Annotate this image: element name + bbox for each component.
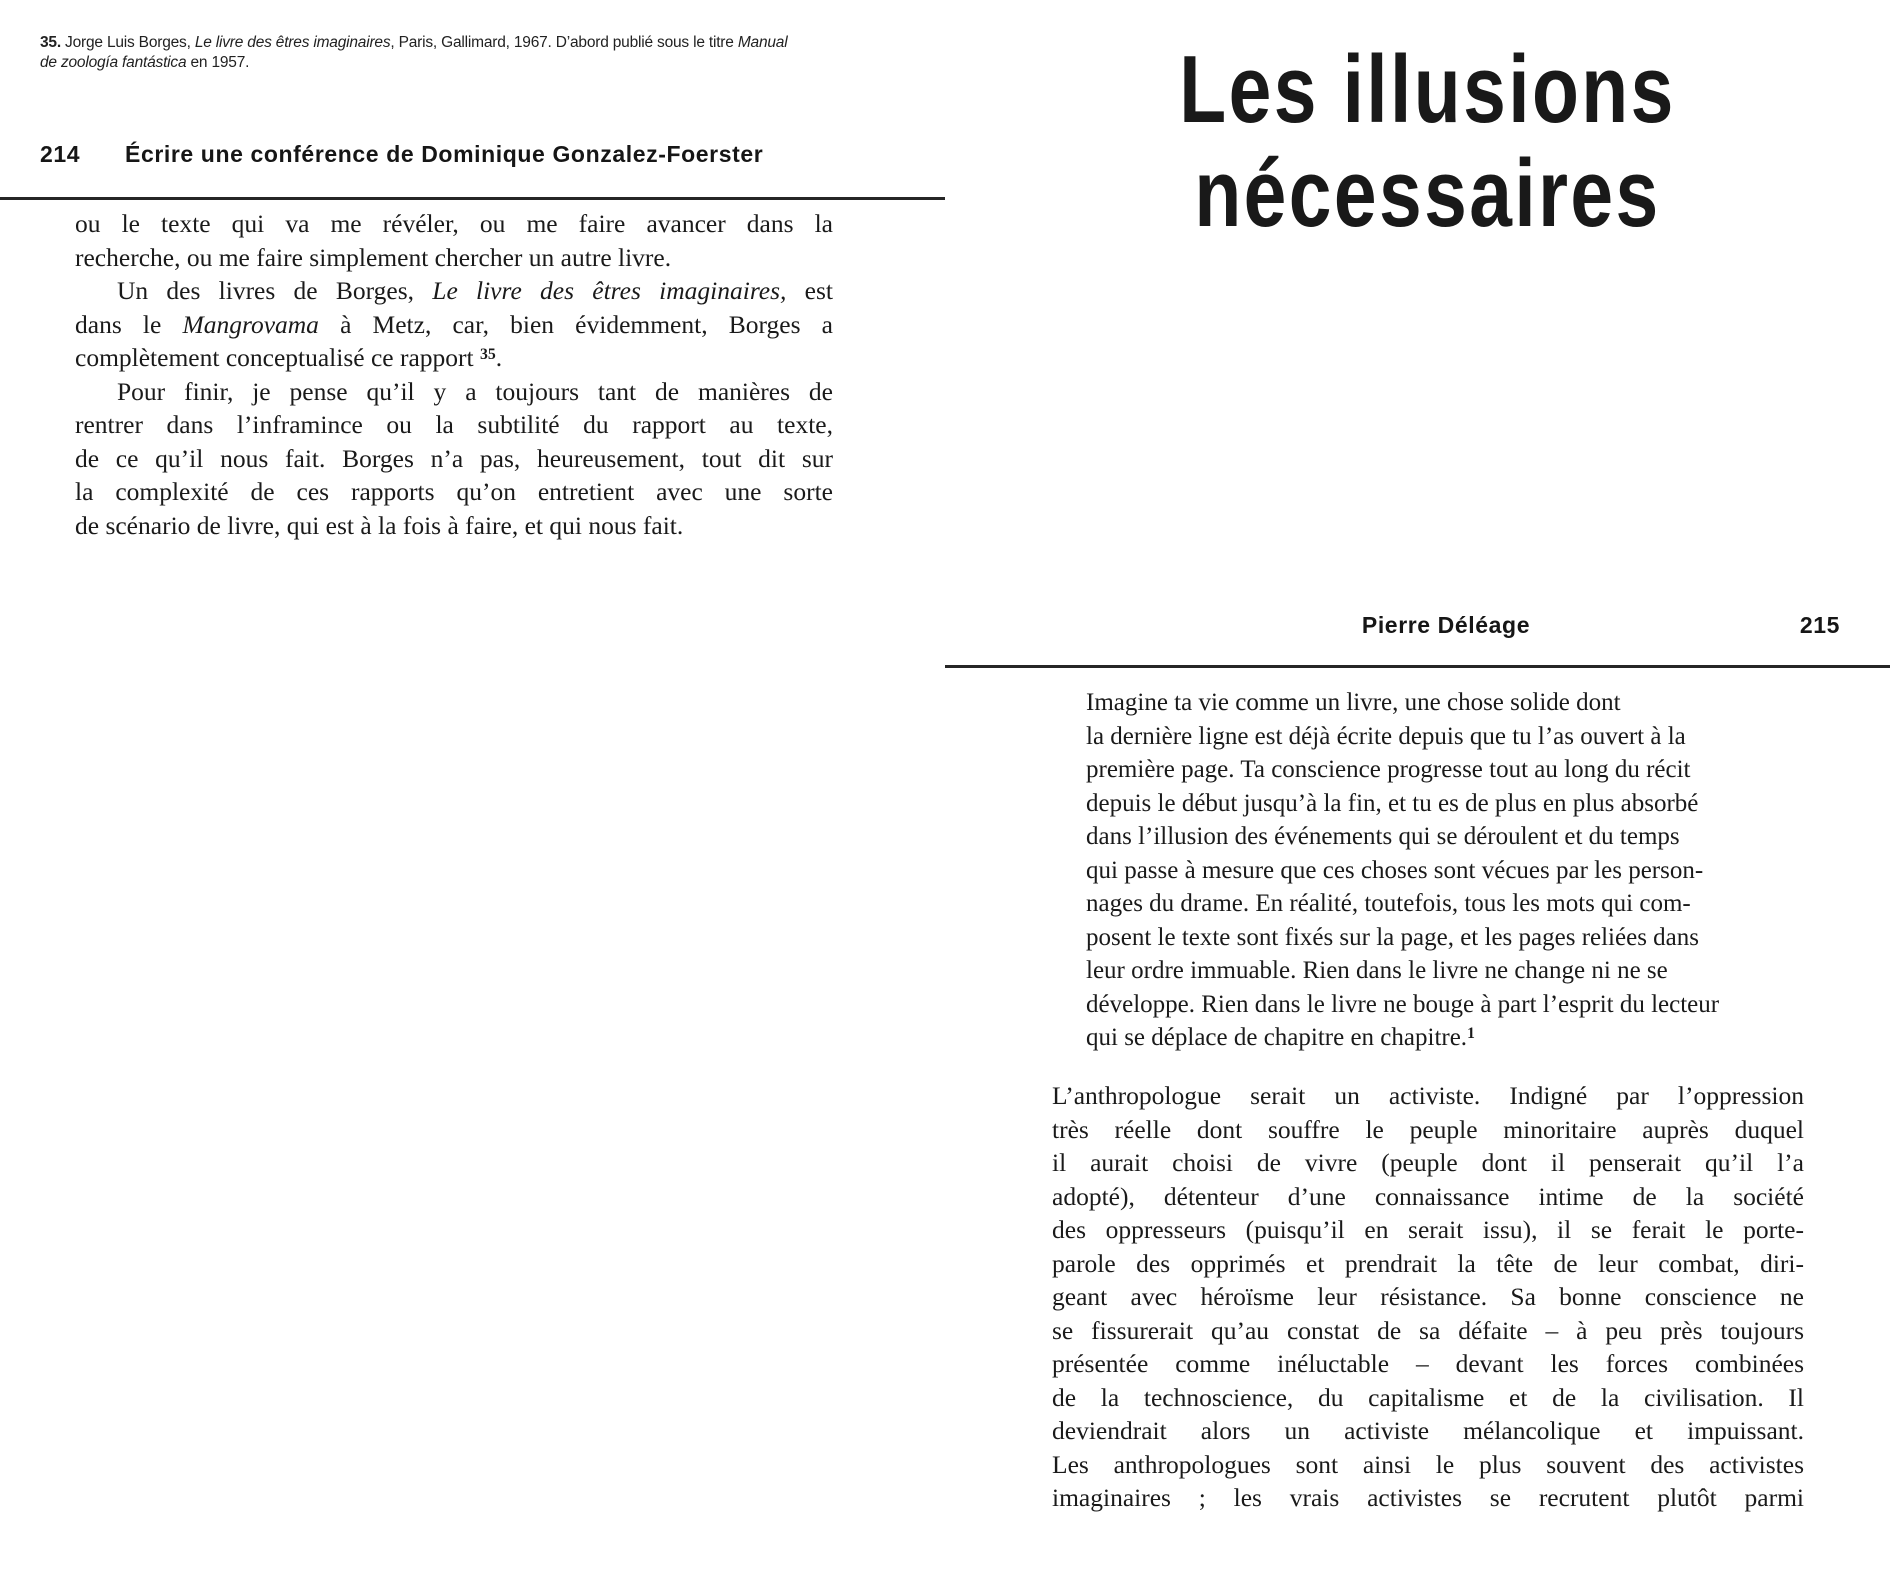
text-line: posent le texte sont fixés sur la page, et les pages reliées dans <box>1086 923 1700 951</box>
text-line: deviendrait alors un activiste mélancolique et impuissant. <box>1052 1416 1804 1445</box>
text-line: adopté), détenteur d’une connaissance intime de la société <box>1052 1181 1804 1211</box>
text-line: L’anthropologue serait un activiste. Indigné par l’oppression <box>1052 1081 1804 1110</box>
text-line: de ce qu’il nous fait. Borges n’a pas, heureusement, tout dit sur <box>75 443 833 473</box>
right-running-header <box>1052 612 1840 639</box>
text-line: parole des opprimés et prendrait la tête de leur combat, diri- <box>1052 1248 1804 1278</box>
text-line: Imagine ta vie comme un livre, une chose solide dont <box>1086 689 1621 716</box>
text-line: il aurait choisi de vivre (peuple dont il penserait qu’il l’a <box>1052 1148 1804 1177</box>
text-line: première page. Ta conscience progresse tout au long du récit <box>1086 756 1691 783</box>
text-line: se fissurerait qu’au constat de sa défaite – à peu près toujours <box>1052 1315 1804 1345</box>
running-title-left: Écrire une conférence de Dominique Gonzalez-Foerster <box>125 141 764 167</box>
text-line: leur ordre immuable. Rien dans le livre ne change ni ne se <box>1086 957 1668 984</box>
left-running-header <box>40 141 940 168</box>
text-line: dans l’illusion des événements qui se déroulent et du temps <box>1086 823 1680 850</box>
text-line: ou le texte qui va me révéler, ou me faire avancer dans la <box>75 209 833 238</box>
text-line: développe. Rien dans le livre ne bouge à part l’esprit du lecteur <box>1086 990 1720 1018</box>
text-line: la dernière ligne est déjà écrite depuis que tu l’as ouvert à la <box>1086 722 1686 750</box>
text-line: présentée comme inéluctable – devant les forces combinées <box>1052 1349 1804 1378</box>
left-body-text <box>75 207 833 542</box>
text-line: geant avec héroïsme leur résistance. Sa bonne conscience ne <box>1052 1282 1804 1311</box>
footnote <box>40 33 840 73</box>
text-line: dans le Mangrovama à Metz, car, bien évidemment, Borges a <box>75 309 833 339</box>
page-number-right: 215 <box>1799 612 1840 638</box>
text-line: depuis le début jusqu’à la fin, et tu es de plus en plus absorbé <box>1086 789 1699 817</box>
right-header-rule <box>945 665 1890 668</box>
text-line: des oppresseurs (puisqu’il en serait issu), il se ferait le porte- <box>1052 1215 1804 1244</box>
text-line: Pour finir, je pense qu’il y a toujours tant de manières de <box>117 376 833 406</box>
title-line: Les illusions <box>1179 36 1676 143</box>
text-line: recherche, ou me faire simplement chercher un autre livre. <box>75 242 672 272</box>
text-line: 35. Jorge Luis Borges, Le livre des êtres imaginaires, Paris, Gallimard, 1967. D’abord publié sous le titre Manual <box>40 34 788 51</box>
body-paragraph <box>1052 1079 1804 1515</box>
text-line: de scénario de livre, qui est à la fois à faire, et qui nous fait. <box>75 510 684 540</box>
text-line: qui passe à mesure que ces choses sont vécues par les person- <box>1086 856 1704 884</box>
text-line: imaginaires ; les vrais activistes se recrutent plutôt parmi <box>1052 1483 1804 1512</box>
text-line: Les anthropologues sont ainsi le plus souvent des activistes <box>1052 1449 1804 1479</box>
text-line: très réelle dont souffre le peuple minoritaire auprès duquel <box>1052 1114 1804 1144</box>
title-line: nécessaires <box>1194 140 1661 247</box>
epigraph-quote <box>1086 686 1786 1055</box>
chapter-title <box>1127 38 1728 246</box>
text-line: complètement conceptualisé ce rapport $^{35}$. <box>75 343 503 372</box>
left-header-rule <box>0 197 945 200</box>
page-number-left: 214 <box>40 141 81 167</box>
text-line: de la technoscience, du capitalisme et de la civilisation. Il <box>1052 1382 1804 1412</box>
text-line: nages du drame. En réalité, toutefois, tous les mots qui com- <box>1086 890 1691 917</box>
text-line: qui se déplace de chapitre en chapitre.$^1$ <box>1086 1024 1475 1051</box>
text-line: de zoología fantástica en 1957. <box>40 54 250 71</box>
text-line: rentrer dans l’inframince ou la subtilité du rapport au texte, <box>75 410 833 439</box>
text-line: Un des livres de Borges, Le livre des êtres imaginaires, est <box>117 276 833 305</box>
author-name: Pierre Déléage <box>1361 612 1531 638</box>
text-line: la complexité de ces rapports qu’on entretient avec une sorte <box>75 477 833 506</box>
